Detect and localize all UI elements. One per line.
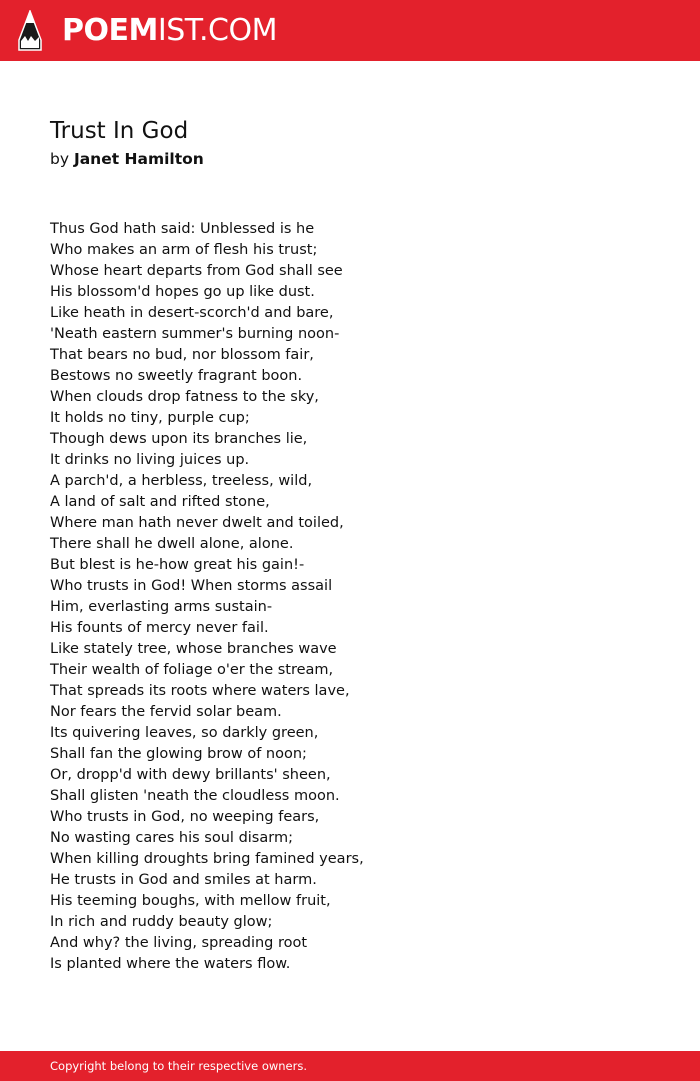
poem-line: In rich and ruddy beauty glow; bbox=[50, 914, 273, 930]
poem-line: Where man hath never dwelt and toiled, bbox=[50, 515, 344, 531]
poem-line: Who trusts in God! When storms assail bbox=[50, 578, 333, 594]
poem-line: Whose heart departs from God shall see bbox=[50, 263, 343, 279]
poem-line: Bestows no sweetly fragrant boon. bbox=[50, 368, 303, 384]
poem-line: 'Neath eastern summer's burning noon- bbox=[50, 326, 340, 342]
poem-byline bbox=[50, 149, 204, 169]
copyright-text: Copyright belong to their respective owners. bbox=[50, 1059, 308, 1073]
poem-line: His teeming boughs, with mellow fruit, bbox=[50, 893, 331, 909]
poem-line: That spreads its roots where waters lave, bbox=[50, 683, 350, 699]
logo-wordmark bbox=[62, 14, 277, 48]
poem-line: He trusts in God and smiles at harm. bbox=[50, 872, 317, 888]
poem-line: His founts of mercy never fail. bbox=[50, 620, 269, 636]
poem-line: When clouds drop fatness to the sky, bbox=[50, 389, 319, 405]
poem-line: Thus God hath said: Unblessed is he bbox=[50, 221, 315, 237]
poem-line: Who makes an arm of flesh his trust; bbox=[50, 242, 318, 258]
site-footer bbox=[0, 1051, 700, 1081]
poem-line: Their wealth of foliage o'er the stream, bbox=[50, 662, 334, 678]
poem-line: No wasting cares his soul disarm; bbox=[50, 830, 293, 846]
poem-line: Its quivering leaves, so darkly green, bbox=[50, 725, 319, 741]
poem-line: Like stately tree, whose branches wave bbox=[50, 641, 337, 657]
poem-line: Though dews upon its branches lie, bbox=[50, 431, 308, 447]
poem-line: There shall he dwell alone, alone. bbox=[50, 536, 294, 552]
poem-title: Trust In God bbox=[50, 118, 189, 144]
poem-line: It drinks no living juices up. bbox=[50, 452, 250, 468]
logo-wordmark-light: IST.COM bbox=[157, 13, 277, 48]
logo-wordmark-bold: POEM bbox=[62, 13, 158, 48]
poem-line: Who trusts in God, no weeping fears, bbox=[50, 809, 320, 825]
poem-line: Him, everlasting arms sustain- bbox=[50, 599, 273, 615]
poem-line: Is planted where the waters flow. bbox=[50, 956, 291, 972]
poem-line: His blossom'd hopes go up like dust. bbox=[50, 284, 315, 300]
poem-line: A land of salt and rifted stone, bbox=[50, 494, 270, 510]
poem-line: Like heath in desert-scorch'd and bare, bbox=[50, 305, 334, 321]
site-header bbox=[0, 0, 700, 61]
poem-line: Nor fears the fervid solar beam. bbox=[50, 704, 282, 720]
poem-line: When killing droughts bring famined years, bbox=[50, 851, 364, 867]
poem-line: It holds no tiny, purple cup; bbox=[50, 410, 250, 426]
poem-line: Or, dropp'd with dewy brillants' sheen, bbox=[50, 767, 331, 783]
poem-line: And why? the living, spreading root bbox=[50, 935, 308, 951]
pencil-tip-icon bbox=[18, 10, 42, 51]
poem-line: That bears no bud, nor blossom fair, bbox=[50, 347, 314, 363]
byline-prefix: by bbox=[50, 150, 70, 168]
poem-line: A parch'd, a herbless, treeless, wild, bbox=[50, 473, 313, 489]
poem-line: Shall glisten 'neath the cloudless moon. bbox=[50, 788, 340, 804]
poem-body bbox=[50, 219, 364, 975]
author-name[interactable]: Janet Hamilton bbox=[73, 150, 204, 168]
poem-line: But blest is he-how great his gain!- bbox=[50, 557, 305, 573]
poem-line: Shall fan the glowing brow of noon; bbox=[50, 746, 307, 762]
